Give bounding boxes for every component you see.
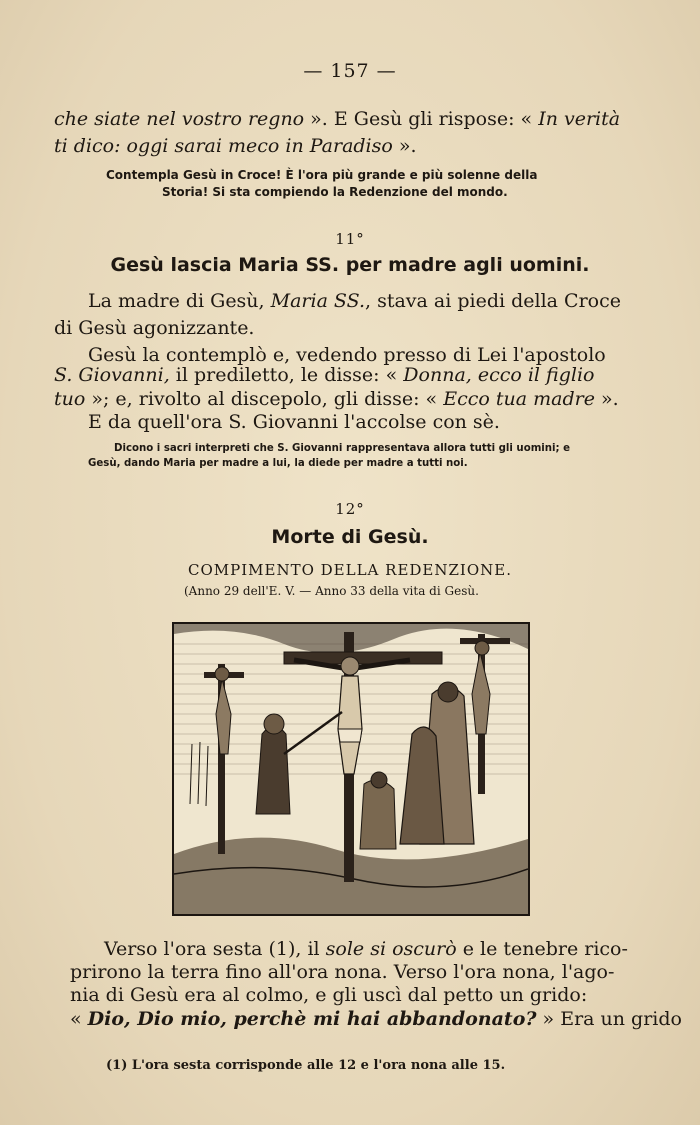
text-run: ». E Gesù gli rispose: «	[304, 108, 539, 130]
italic-name: S. Giovanni,	[54, 364, 170, 386]
section-11-p2-line-1: Gesù la contemplò e, vedendo presso di Lei l'apostolo	[88, 344, 606, 366]
section-11-p2-line-2	[54, 364, 594, 386]
section-11-note-line-1: Dicono i sacri interpreti che S. Giovanni rappresentava allora tutti gli uomini; e	[114, 443, 571, 454]
bottom-paragraph-line-1	[104, 938, 628, 960]
note-1-line-2: Storia! Si sta compiendo la Redenzione del mondo.	[162, 185, 508, 199]
text-run: , stava ai piedi della Croce	[365, 290, 621, 312]
italic-name: Maria SS.	[270, 290, 365, 312]
section-11-p2-line-4: E da quell'ora S. Giovanni l'accolse con sè.	[88, 411, 500, 433]
top-paragraph-line-1	[54, 108, 620, 130]
section-11-title: Gesù lascia Maria SS. per madre agli uomini.	[110, 254, 590, 276]
quote-italic: Ecco tua madre	[443, 388, 595, 410]
section-12-title: Morte di Gesù.	[271, 526, 429, 548]
section-11-note-line-2: Gesù, dando Maria per madre a lui, la diede per madre a tutti noi.	[88, 458, 468, 469]
section-11-p2-line-3	[54, 388, 619, 410]
quote-italic: che siate nel vostro regno	[54, 108, 305, 130]
text-run: il prediletto, le disse: «	[169, 364, 404, 386]
bottom-paragraph-line-4	[70, 1008, 682, 1030]
quote-italic: ti dico: oggi sarai meco in Paradiso	[54, 135, 393, 157]
note-1-line-1: Contempla Gesù in Croce! È l'ora più grande e più solenne della	[106, 168, 538, 182]
crucifixion-engraving-image	[174, 624, 528, 914]
page-number: — 157 —	[303, 60, 397, 82]
quote-italic: tuo	[54, 388, 86, 410]
section-11-numeral: 11°	[335, 230, 365, 248]
quote-italic: Donna, ecco il figlio	[403, 364, 595, 386]
text-run: «	[70, 1008, 88, 1030]
section-12-subtitle: COMPIMENTO DELLA REDENZIONE.	[188, 561, 512, 579]
bottom-paragraph-line-2: prirono la terra fino all'ora nona. Verso l'ora nona, l'ago-	[70, 961, 615, 983]
footnote: (1) L'ora sesta corrisponde alle 12 e l'ora nona alle 15.	[106, 1058, 506, 1073]
bottom-paragraph-line-3: nia di Gesù era al colmo, e gli uscì dal petto un grido:	[70, 984, 588, 1006]
text-run: ».	[392, 135, 417, 157]
section-12-dateline: (Anno 29 dell'E. V. — Anno 33 della vita di Gesù.	[184, 584, 479, 598]
quote-italic: In verità	[538, 108, 621, 130]
section-12-numeral: 12°	[335, 500, 365, 518]
text-run: » Era un grido	[536, 1008, 682, 1030]
section-11-p1-line-2: di Gesù agonizzante.	[54, 317, 255, 339]
text-run: La madre di Gesù,	[88, 290, 271, 312]
text-run: Verso l'ora sesta (1), il	[104, 938, 326, 960]
quote-italic: Dio, Dio mio, perchè mi hai abbandonato?	[87, 1008, 537, 1030]
crucifixion-illustration	[172, 622, 530, 916]
section-11-p1-line-1	[88, 290, 621, 312]
text-run: e le tenebre rico-	[456, 938, 628, 960]
top-paragraph-line-2	[54, 135, 417, 157]
italic-phrase: sole si oscurò	[325, 938, 457, 960]
text-run: ».	[594, 388, 619, 410]
text-run: »; e, rivolto al discepolo, gli disse: «	[85, 388, 444, 410]
